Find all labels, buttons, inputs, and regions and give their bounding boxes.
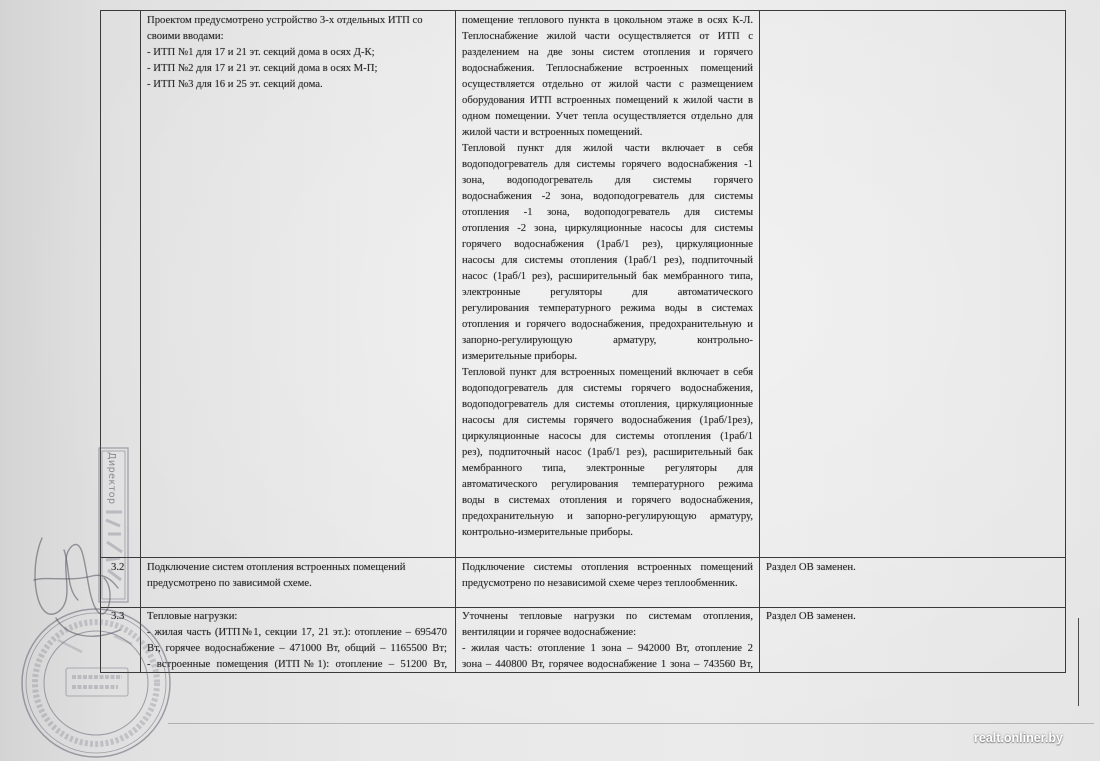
text-line: зона, водоподогреватель для системы горячего (462, 174, 753, 186)
table-border-right (1065, 10, 1066, 673)
text-line: - ИТП №2 для 17 и 21 эт. секций дома в осях М-П; (147, 62, 378, 74)
text-line: зона – 440800 Вт, горячее водоснабжение 1 зона – 743560 Вт, (462, 658, 753, 670)
paragraph (462, 608, 753, 640)
text-line: оборудования ИТП встроенных помещений к жилой части в (462, 94, 753, 106)
text-line: водоподогреватель для системы отопления, циркуляционные (462, 398, 753, 410)
page-edge-mark (1078, 618, 1079, 706)
text-line: вентиляции и горячее водоснабжение: (462, 626, 637, 638)
text-line: - жилая часть: отопление 1 зона – 942000 Вт, отопление 2 (462, 642, 753, 654)
text-line: жилой части и встроенных помещений. (462, 126, 643, 138)
text-line: водоподогреватель для системы горячего водоснабжения, (462, 382, 753, 394)
text-line: мембранного типа, электронные регуляторы для (462, 462, 753, 474)
text-line: Тепловой пункт для встроенных помещений включает в себя (462, 366, 753, 378)
stamps-and-signature (0, 430, 190, 761)
text-line: разделением на две зоны систем отопления и горячего (462, 46, 753, 58)
text-line: Подключение систем отопления встроенных помещений (147, 561, 406, 573)
paragraph (147, 608, 447, 624)
text-line: - ИТП №1 для 17 и 21 эт. секций дома в осях Д-К; (147, 46, 375, 58)
paragraph (147, 12, 447, 44)
text-line: циркуляционные насосы для системы отопления (1раб/1 (462, 430, 753, 442)
paragraph (147, 44, 447, 60)
stamp-label: Директор (106, 452, 117, 505)
cell-note (759, 608, 1065, 672)
text-line: воды в системах отопления и горячего водоснабжения, (462, 494, 753, 506)
paragraph (147, 559, 447, 591)
text-line: предусмотрено по зависимой схеме. (147, 577, 312, 589)
text-line: измерительные приборы. (462, 350, 578, 362)
text-line: контрольно-измерительные приборы. (462, 526, 633, 538)
cell-note (759, 558, 1065, 607)
watermark-text: realt.onliner.by (974, 731, 1063, 745)
text-line: водоподогреватель для системы горячего водоснабжения -1 (462, 158, 753, 170)
text-line: отопления -2 зона, циркуляционные насосы для системы (462, 222, 753, 234)
text-line: насосы для системы горячего водоснабжения (1раб/1рез), (462, 414, 753, 426)
table-border-bottom (100, 672, 1066, 673)
text-line: водоснабжения. Теплоснабжение встроенных помещений (462, 62, 753, 74)
paragraph (147, 60, 447, 76)
text-line: помещение теплового пункта в цокольном этаже в осях К-Л. (462, 14, 753, 26)
text-line: Проектом предусмотрено устройство 3-х отдельных ИТП со (147, 14, 423, 26)
row-number-label: 3.3 (111, 610, 125, 622)
row-number-label: 3.2 (111, 561, 125, 573)
paragraph (462, 640, 753, 672)
paragraph (147, 76, 447, 92)
text-line: осуществляется отдельно от жилой части с размещением (462, 78, 753, 90)
text-line: Подключение системы отопления встроенных помещений (462, 561, 753, 573)
text-line: автоматического регулирования температурного режима (462, 478, 753, 490)
text-line: горячего водоснабжения (1раб/1 рез), циркуляционные (462, 238, 753, 250)
text-line: запорно-регулирующую арматуру, контрольно- (462, 334, 753, 346)
cell-change-text (455, 608, 759, 672)
text-line: отопления и горячего водоснабжения, предохранительную и (462, 318, 753, 330)
text-line: Теплоснабжение жилой части осуществляется от ИТП с (462, 30, 753, 42)
text-line: насос (1раб/1 рез), расширительный бак мембранного типа, (462, 270, 753, 282)
text-line: насосы для системы отопления (1раб/1 рез), подпиточный (462, 254, 753, 266)
text-line: рез), подпиточный насос (1раб/1 рез), расширительный бак (462, 446, 753, 458)
text-line: Уточнены тепловые нагрузки по системам отопления, (462, 610, 753, 622)
text-line: одном помещении. Учет тепла осуществляется отдельно для (462, 110, 753, 122)
text-line: Вт, горячее водоснабжение – 471000 Вт, общий – 1165500 Вт; (147, 642, 447, 654)
text-line: - жилая часть (ИТП№1, секции 17, 21 эт.): отопление – 695470 (147, 626, 447, 638)
paragraph (462, 140, 753, 364)
paragraph (462, 12, 753, 140)
text-line: регулирования температурного режима воды в системах (462, 302, 753, 314)
paragraph (147, 624, 447, 672)
note-text: Раздел ОВ заменен. (766, 610, 856, 622)
round-seal-icon (22, 609, 170, 757)
note-text: Раздел ОВ заменен. (766, 561, 856, 573)
text-line: отопления -1 зона, водоподогреватель для системы (462, 206, 753, 218)
text-line: своими вводами: (147, 30, 224, 42)
text-line: водоснабжения -2 зона, водоподогреватель для системы (462, 190, 753, 202)
text-line: - ИТП №3 для 16 и 25 эт. секций дома. (147, 78, 323, 90)
page-fold-line (168, 723, 1094, 724)
cell-change-text (455, 558, 759, 607)
cell-change-text (455, 11, 759, 557)
text-line: Тепловые нагрузки: (147, 610, 238, 622)
text-line: предусмотрено по независимой схеме через теплообменник. (462, 577, 738, 589)
paragraph (462, 364, 753, 540)
paragraph (462, 559, 753, 591)
text-line: - встроенные помещения (ИТП№1): отопление – 51200 Вт, (147, 658, 447, 670)
text-line: электронные регуляторы для автоматического (462, 286, 753, 298)
text-line: Тепловой пункт для жилой части включает в себя (462, 142, 753, 154)
text-line: предохранительную и запорно-регулирующую арматуру, (462, 510, 753, 522)
